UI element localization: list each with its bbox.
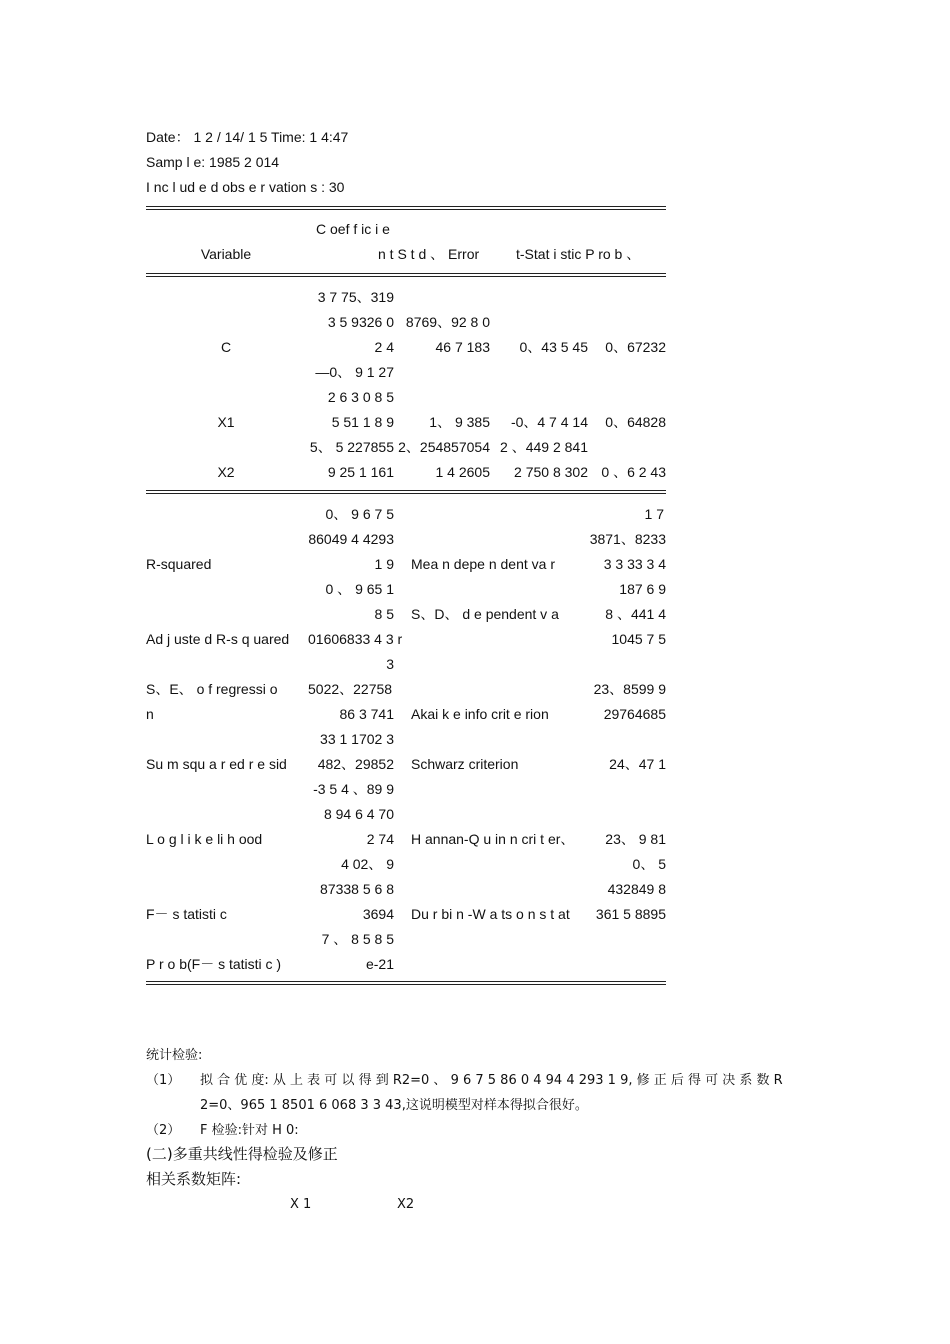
column-header-coefficient: C oef f ic i e — [316, 221, 390, 237]
loglik-label: L o g l i k e li h ood — [146, 831, 263, 847]
r-squared-value-1: 0、 9 6 7 5 — [325, 506, 394, 522]
ssr-value-2: 482、29852 — [317, 756, 394, 772]
durbin-watson-value-2: 361 5 8895 — [595, 906, 666, 922]
adj-r-squared-value-1: 0 、 9 65 1 — [325, 581, 394, 597]
header-rule — [146, 273, 666, 274]
sample-line: Samp l e: 1985 2 014 — [146, 154, 280, 170]
notes-heading: 统计检验: — [146, 1048, 203, 1063]
coef-c-1: 3 7 75、319 — [317, 289, 394, 305]
tstat-x1: -0、4 7 4 14 — [510, 414, 588, 430]
prob-x1: 0、64828 — [605, 414, 666, 430]
hannan-quinn-value-1: 23、 9 81 — [605, 831, 666, 847]
hannan-quinn-value-2: 0、 5 — [632, 856, 666, 872]
coef-x2-1: 5、 5 227855 — [309, 439, 394, 455]
ssr-value-1: 33 1 1702 3 — [320, 731, 394, 747]
mid-rule — [146, 490, 666, 491]
mean-dep-value-3: 3 3 33 3 4 — [603, 556, 666, 572]
section-heading: (二)多重共线性得检验及修正 — [146, 1145, 338, 1163]
stderr-x2-1: 2、254857054 — [398, 439, 490, 455]
table-top-rule — [146, 206, 666, 207]
stderr-c-2: 46 7 183 — [435, 339, 490, 355]
prob-f-value-1: 7 、 8 5 8 5 — [321, 931, 394, 947]
ssr-label: Su m squ a r ed r e sid — [146, 756, 287, 772]
row-label-x1: X1 — [217, 414, 235, 430]
r-squared-value-2: 86049 4 4293 — [308, 531, 394, 547]
adj-r-squared-value-2: 8 5 — [374, 606, 394, 622]
akaike-value-1: 23、8599 9 — [593, 681, 666, 697]
date-time-line: Date： 1 2 / 14/ 1 5 Time: 1 4:47 — [146, 129, 349, 145]
coef-x2-2: 9 25 1 161 — [327, 464, 394, 480]
tstat-x2-2: 2 750 8 302 — [514, 464, 588, 480]
sd-dep-label: S、D、 d e pendent v a — [411, 606, 559, 622]
sd-dep-value-3: 1045 7 5 — [611, 631, 666, 647]
mean-dep-label: Mea n depe n dent va r — [411, 556, 555, 572]
se-regression-label-2: n — [146, 706, 154, 722]
sd-dep-value-1: 187 6 9 — [619, 581, 666, 597]
row-label-x2: X2 — [217, 464, 235, 480]
loglik-value-3: 2 74 — [366, 831, 394, 847]
column-header-tstat-prob: t-Stat i stic P ro b 、 — [516, 246, 641, 262]
prob-f-value-2: e-21 — [365, 956, 394, 972]
r-squared-value-3: 1 9 — [374, 556, 394, 572]
matrix-col-x1: X 1 — [290, 1197, 312, 1212]
mean-dep-value-1: 1 7 — [644, 506, 664, 522]
hannan-quinn-label: H annan-Q u in n cri t er、 — [411, 831, 575, 847]
notes-item2-text: F 检验:针对 H 0: — [200, 1123, 299, 1138]
prob-f-label: P r o b(F－ s tatisti c ) — [146, 956, 282, 972]
loglik-value-1: -3 5 4 、89 9 — [313, 781, 394, 797]
stderr-c-1: 8769、92 8 0 — [405, 314, 490, 330]
durbin-watson-label: Du r bi n -W a ts o n s t at — [411, 906, 570, 922]
row-label-c: C — [220, 339, 232, 355]
stderr-x2-2: 1 4 2605 — [435, 464, 490, 480]
stderr-x1: 1、 9 385 — [429, 414, 490, 430]
column-header-variable: Variable — [200, 246, 252, 262]
notes-item1-line1: 拟 合 优 度: 从 上 表 可 以 得 到 R2=0 、 9 6 7 5 86 0 4 94 4 293 1 9, 修 正 后 得 可 决 系 数 R — [200, 1073, 783, 1088]
mean-dep-value-2: 3871、8233 — [589, 531, 666, 547]
table-top-rule-2 — [146, 209, 666, 210]
matrix-col-x2: X2 — [397, 1197, 415, 1212]
observations-line: I nc l ud e d obs e r vation s : 30 — [146, 179, 345, 195]
table-bottom-rule-2 — [146, 984, 666, 985]
header-rule-2 — [146, 276, 666, 277]
column-header-std-error: n t S t d 、 Error — [378, 246, 480, 262]
adj-r-squared-value-4: 3 — [386, 656, 394, 672]
coef-x1-2: 2 6 3 0 8 5 — [327, 389, 394, 405]
notes-item1-line2: 2=0、965 1 8501 6 068 3 3 43,这说明模型对样本得拟合很好。 — [200, 1098, 588, 1113]
f-stat-value-3: 3694 — [362, 906, 394, 922]
table-bottom-rule — [146, 981, 666, 982]
tstat-c: 0、43 5 45 — [519, 339, 588, 355]
se-regression-value-2: 86 3 741 — [339, 706, 394, 722]
coef-c-2: 3 5 9326 0 — [327, 314, 394, 330]
se-regression-label: S、E、 o f regressi o — [146, 681, 278, 697]
f-stat-value-2: 87338 5 6 8 — [320, 881, 394, 897]
schwarz-value: 24、47 1 — [609, 756, 666, 772]
sd-dep-value-2: 8 、441 4 — [605, 606, 666, 622]
coef-c-3: 2 4 — [374, 339, 394, 355]
prob-c: 0、67232 — [605, 339, 666, 355]
loglik-value-2: 8 94 6 4 70 — [323, 806, 394, 822]
se-regression-value-1: 5022、22758 — [308, 681, 393, 697]
akaike-value-2: 29764685 — [603, 706, 666, 722]
matrix-title: 相关系数矩阵: — [146, 1170, 242, 1188]
r-squared-label: R-squared — [146, 556, 212, 572]
akaike-label: Akai k e info crit e rion — [411, 706, 549, 722]
coef-x1-3: 5 51 1 8 9 — [331, 414, 394, 430]
schwarz-label: Schwarz criterion — [411, 756, 519, 772]
adj-r-squared-label: Ad j uste d R-s q uared — [146, 631, 290, 647]
prob-x2: 0 、6 2 43 — [601, 464, 666, 480]
adj-r-squared-value-3: 01606833 4 3 r — [308, 631, 403, 647]
durbin-watson-value-1: 432849 8 — [607, 881, 666, 897]
coef-x1-1: —0、 9 1 27 — [315, 364, 394, 380]
f-stat-value-1: 4 02、 9 — [341, 856, 394, 872]
mid-rule-2 — [146, 493, 666, 494]
tstat-x2-1: 2 、449 2 841 — [500, 439, 588, 455]
notes-item1-number: （1） — [146, 1073, 181, 1088]
f-stat-label: F－ s tatisti c — [146, 906, 227, 922]
notes-item2-number: （2） — [146, 1123, 181, 1138]
